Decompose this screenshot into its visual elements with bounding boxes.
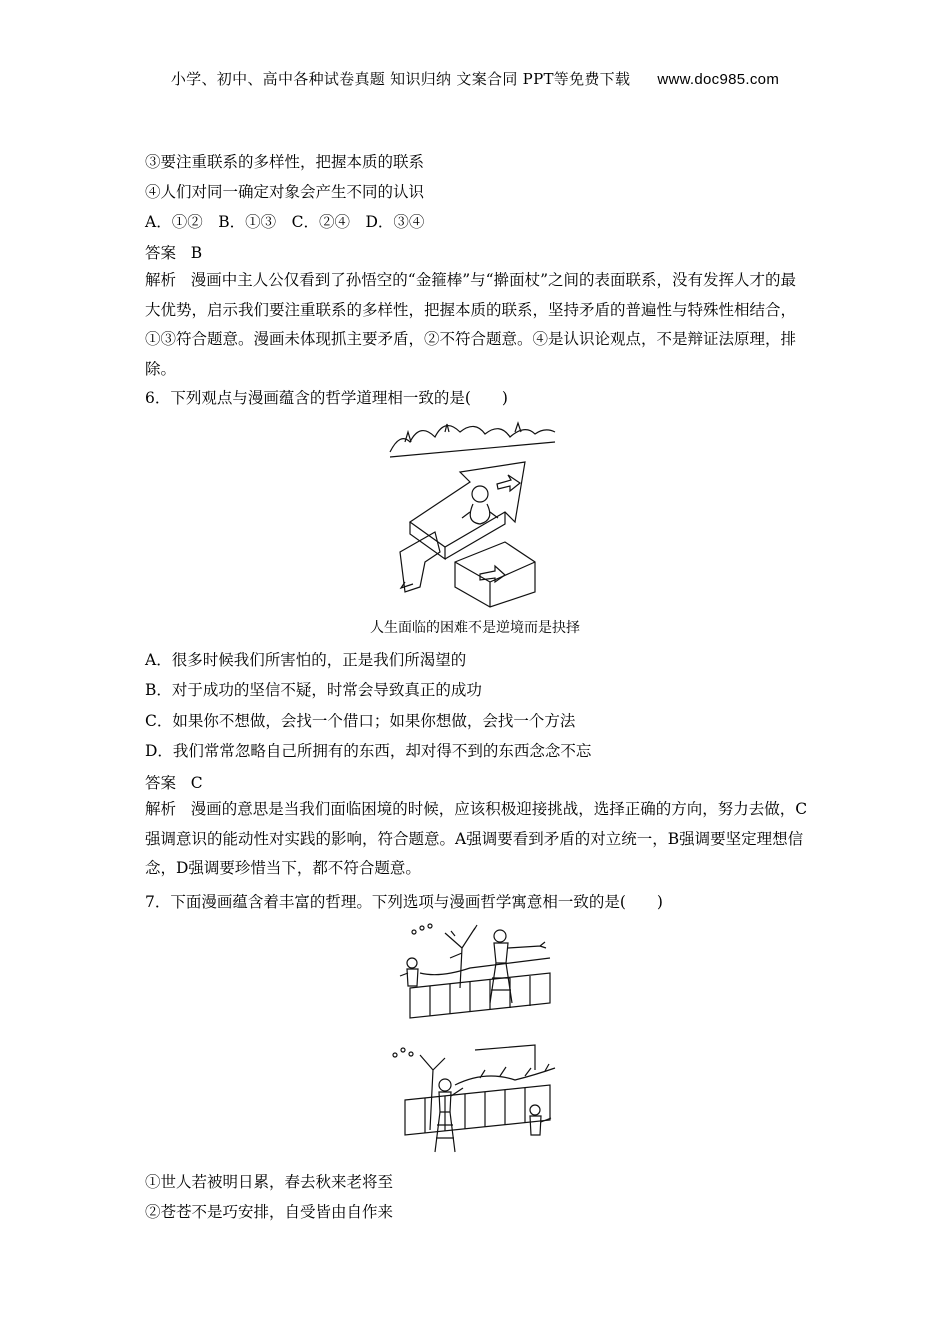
q6-answer (145, 771, 203, 793)
q7-cartoon-top-image (390, 918, 565, 1028)
answer-value: B (190, 244, 203, 262)
q7-cartoon-bottom-image (385, 1040, 565, 1155)
answer-value: C (190, 774, 203, 792)
q7-stem: 7．下面漫画蕴含着丰富的哲理。下列选项与漫画哲学寓意相一致的是( ) (145, 893, 663, 911)
q7-option-2: ②苍苍不是巧安排，自受皆由自作来 (145, 1203, 394, 1221)
q6-stem: 6．下列观点与漫画蕴含的哲学道理相一致的是( ) (145, 389, 508, 407)
q6-caption: 人生面临的困难不是逆境而是抉择 (370, 620, 580, 636)
q5-choices: A．①② B．①③ C．②④ D．③④ (145, 213, 425, 231)
q6-cartoon-image (385, 412, 560, 612)
header-text: 小学、初中、高中各种试卷真题 知识归纳 文案合同 PPT等免费下载 (170, 70, 631, 88)
analysis-label: 解析 (145, 800, 177, 818)
q5-option-4: ④人们对同一确定对象会产生不同的认识 (145, 183, 425, 201)
page-header (0, 68, 950, 89)
q6-option-c: C．如果你不想做，会找一个借口；如果你想做，会找一个方法 (145, 712, 576, 730)
answer-label: 答案 (145, 244, 177, 262)
analysis-label: 解析 (145, 271, 177, 289)
analysis-text: 漫画的意思是当我们面临困境的时候，应该积极迎接挑战，选择正确的方向，努力去做，C强调意识的能动性对实践的影响，符合题意。A强调要看到矛盾的对立统一，B强调要坚定理想信念，D强调要珍惜当下，都不符合题意。 (145, 800, 808, 877)
answer-label: 答案 (145, 774, 177, 792)
q6-option-b: B．对于成功的坚信不疑，时常会导致真正的成功 (145, 681, 482, 699)
q5-answer (145, 241, 202, 263)
q6-analysis (145, 795, 809, 884)
analysis-text: 漫画中主人公仅看到了孙悟空的“金箍棒”与“擀面杖”之间的表面联系，没有发挥人才的最大优势，启示我们要注重联系的多样性，把握本质的联系，坚持矛盾的普遍性与特殊性相结合，①③符合题意。漫画未体现抓主要矛盾，②不符合题意。④是认识论观点，不是辩证法原理，排除。 (145, 271, 797, 378)
q6-option-d: D．我们常常忽略自己所拥有的东西，却对得不到的东西念念不忘 (145, 742, 592, 760)
q5-analysis (145, 266, 809, 384)
header-url[interactable]: www.doc985.com (657, 71, 780, 88)
q6-option-a: A．很多时候我们所害怕的，正是我们所渴望的 (145, 651, 467, 669)
q5-option-3: ③要注重联系的多样性，把握本质的联系 (145, 153, 425, 171)
q7-option-1: ①世人若被明日累，春去秋来老将至 (145, 1173, 394, 1191)
